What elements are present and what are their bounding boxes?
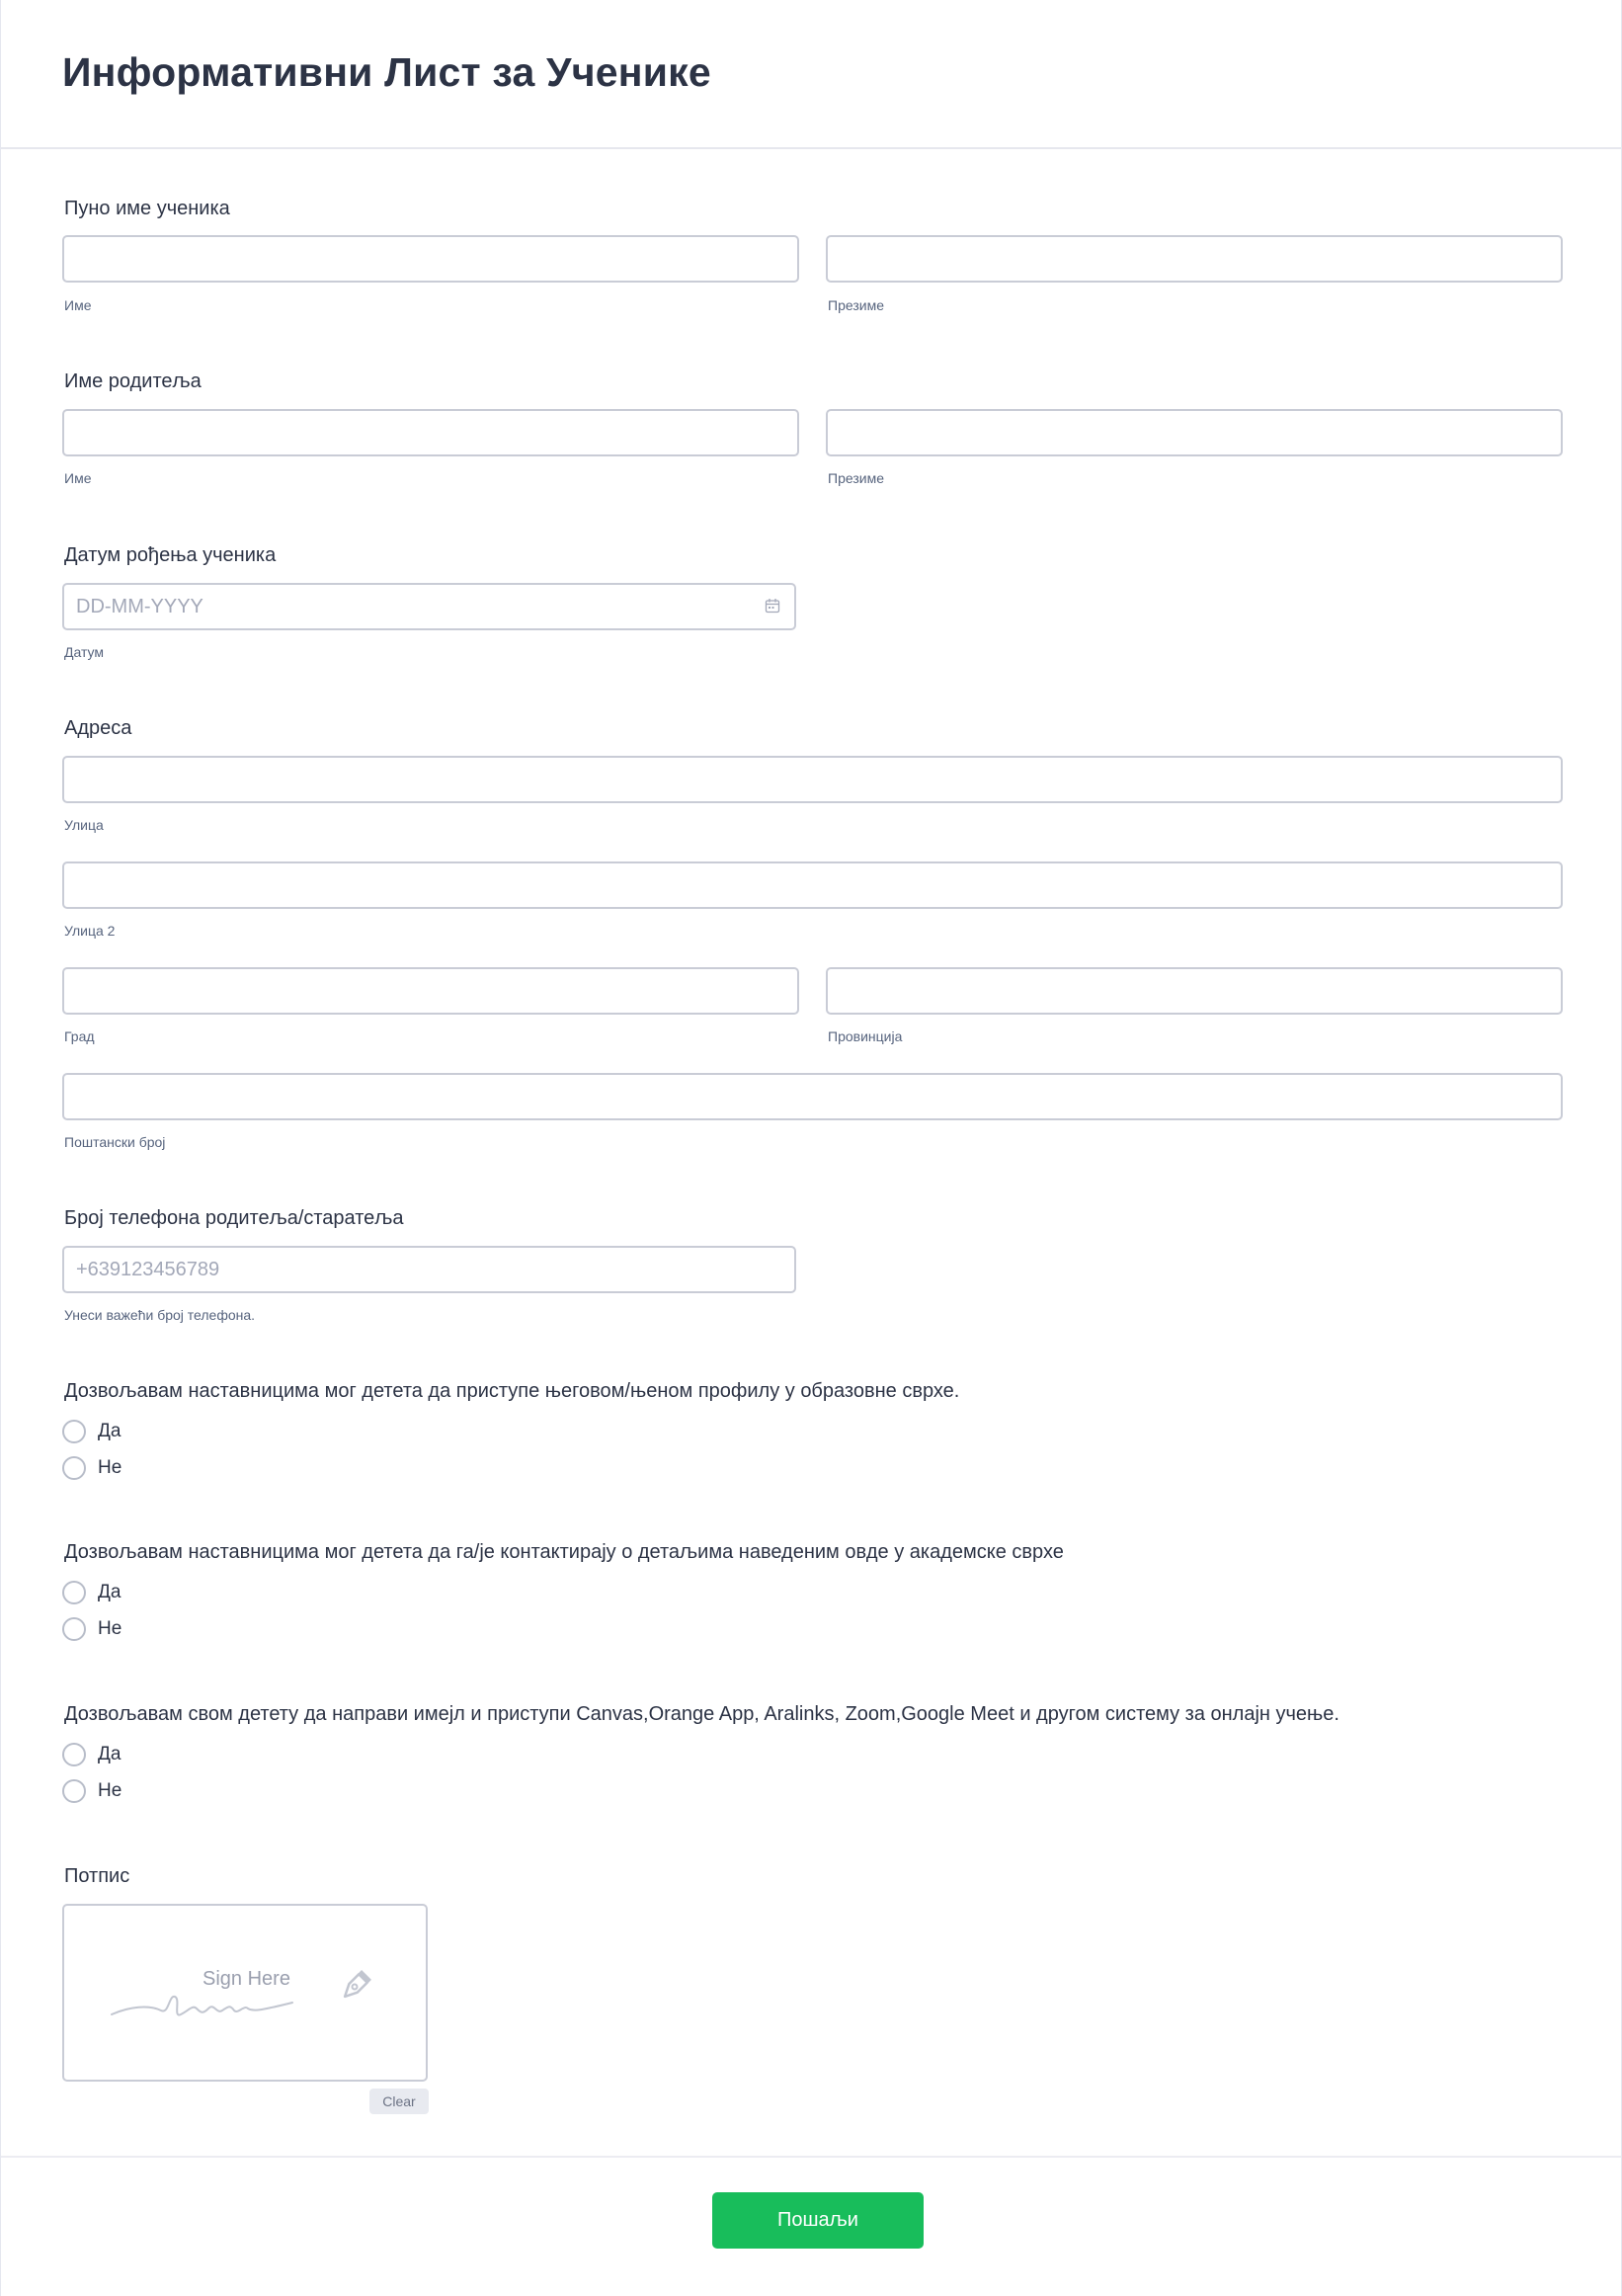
consent-contact-option-no[interactable] bbox=[62, 1616, 122, 1642]
signature-pad[interactable] bbox=[62, 1904, 428, 2082]
pen-nib-icon bbox=[335, 1967, 374, 2007]
parent-name-label: Име родитеља bbox=[64, 370, 202, 392]
consent-online-option-no[interactable] bbox=[62, 1778, 122, 1804]
city-input[interactable] bbox=[62, 967, 799, 1015]
postal-code-sublabel: Поштански број bbox=[64, 1134, 166, 1150]
radio-label: Да bbox=[98, 1421, 122, 1441]
signature-label: Потпис bbox=[64, 1865, 130, 1887]
province-sublabel: Провинција bbox=[828, 1028, 903, 1044]
student-last-name-input[interactable] bbox=[826, 235, 1563, 283]
student-first-name-sublabel: Име bbox=[64, 297, 92, 313]
clear-signature-button[interactable]: Clear bbox=[369, 2089, 429, 2114]
parent-last-name-sublabel: Презиме bbox=[828, 470, 884, 486]
radio-button[interactable] bbox=[62, 1743, 86, 1766]
parent-last-name-input[interactable] bbox=[826, 409, 1563, 456]
radio-button[interactable] bbox=[62, 1617, 86, 1641]
birth-date-label: Датум рођења ученика bbox=[64, 544, 277, 566]
radio-label: Не bbox=[98, 1618, 122, 1639]
birth-date-sublabel: Датум bbox=[64, 644, 104, 660]
street2-input[interactable] bbox=[62, 861, 1563, 909]
consent-online-option-yes[interactable] bbox=[62, 1742, 121, 1767]
birth-date-input[interactable] bbox=[62, 583, 796, 630]
address-label: Адреса bbox=[64, 717, 132, 739]
radio-label: Да bbox=[98, 1582, 122, 1602]
consent-contact-option-yes[interactable] bbox=[62, 1580, 121, 1605]
phone-label: Број телефона родитеља/старатеља bbox=[64, 1207, 404, 1229]
radio-label: Да bbox=[98, 1744, 122, 1764]
phone-sublabel: Унеси важећи број телефона. bbox=[64, 1307, 256, 1323]
consent-profile-option-no[interactable] bbox=[62, 1455, 122, 1481]
consent-contact-label: Дозвољавам наставницима мог детета да га/је контактирају о детаљима наведеним овде у академске сврхе bbox=[64, 1541, 1064, 1563]
radio-label: Не bbox=[98, 1780, 122, 1801]
form-header bbox=[1, 0, 1621, 149]
postal-code-input[interactable] bbox=[62, 1073, 1563, 1120]
radio-label: Не bbox=[98, 1457, 122, 1478]
calendar-icon[interactable] bbox=[765, 598, 780, 614]
street-sublabel: Улица bbox=[64, 817, 104, 833]
consent-online-label: Дозвољавам свом детету да направи имејл и приступи Canvas,Orange App, Aralinks, Zoom,Google Meet и другом систему за онлајн учење. bbox=[64, 1703, 1339, 1725]
signature-placeholder: Sign Here bbox=[203, 1968, 290, 1990]
radio-button[interactable] bbox=[62, 1420, 86, 1443]
province-input[interactable] bbox=[826, 967, 1563, 1015]
radio-button[interactable] bbox=[62, 1779, 86, 1803]
radio-button[interactable] bbox=[62, 1456, 86, 1480]
consent-profile-label: Дозвољавам наставницима мог детета да приступе његовом/њеном профилу у образовне сврхе. bbox=[64, 1380, 960, 1402]
form-title: Информативни Лист за Ученике bbox=[62, 49, 711, 95]
student-name-label: Пуно име ученика bbox=[64, 198, 230, 219]
street-input[interactable] bbox=[62, 756, 1563, 803]
signature-scribble-icon bbox=[110, 1975, 347, 2024]
student-last-name-sublabel: Презиме bbox=[828, 297, 884, 313]
parent-first-name-sublabel: Име bbox=[64, 470, 92, 486]
submit-button[interactable]: Пошаљи bbox=[712, 2192, 924, 2249]
city-sublabel: Град bbox=[64, 1028, 95, 1044]
street2-sublabel: Улица 2 bbox=[64, 923, 116, 939]
student-first-name-input[interactable] bbox=[62, 235, 799, 283]
consent-profile-option-yes[interactable] bbox=[62, 1419, 121, 1444]
phone-input[interactable] bbox=[62, 1246, 796, 1293]
parent-first-name-input[interactable] bbox=[62, 409, 799, 456]
radio-button[interactable] bbox=[62, 1581, 86, 1604]
